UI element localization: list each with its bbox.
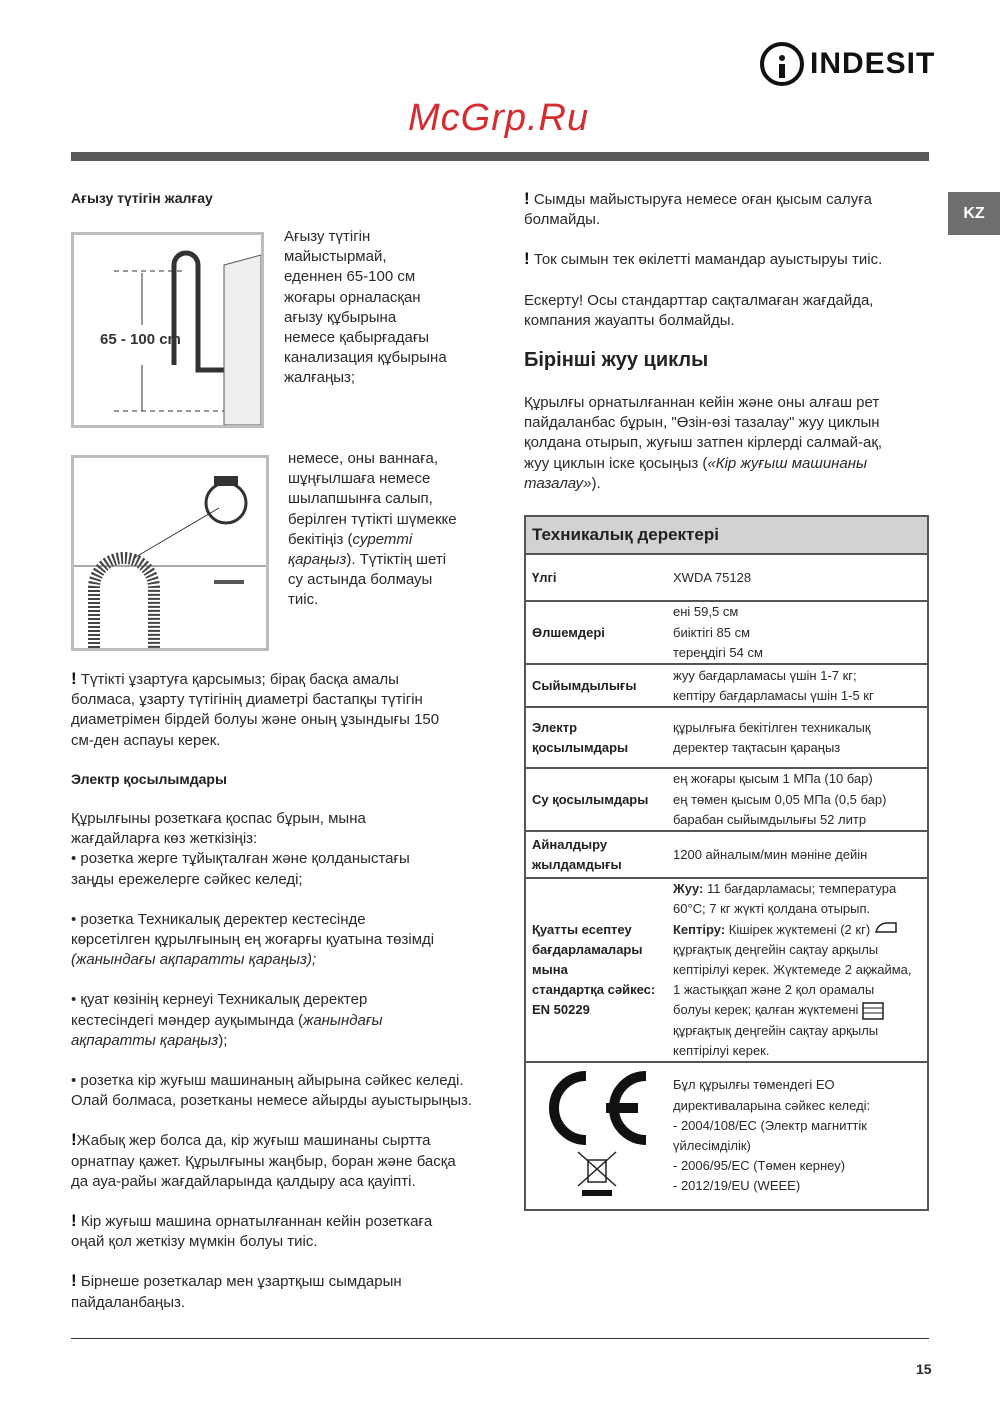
text: ); (218, 1031, 228, 1049)
text-line: жоғары орналасқан (284, 288, 421, 306)
value-line: 60°C; 7 кг жүкті қолдана отырып. (673, 901, 871, 917)
text-line: см-ден аспауы керек. (71, 731, 221, 749)
tub-instructions (288, 449, 457, 611)
value-line: кептіру бағдарламасы үшін 1-5 кг (673, 687, 874, 703)
tub-hose-figure (71, 455, 269, 651)
electrical-section (71, 809, 472, 1313)
table-title: Техникалық деректері (525, 516, 928, 554)
drain-height-figure (71, 232, 264, 428)
value-line: кептірілуі керек. (673, 1042, 770, 1058)
value-line: - 2004/108/EC (Электр магниттік (673, 1117, 867, 1133)
value-line: - 2012/19/EU (WEEE) (673, 1178, 801, 1194)
text-line: оңай қол жеткізу мүмкін болуы тиіс. (71, 1233, 318, 1251)
value-line: ең жоғары қысым 1 МПа (10 бар) (673, 771, 873, 787)
text-line: шылапшынға салып, (288, 490, 433, 508)
value-line: деректер тақтасын қараңыз (673, 739, 841, 755)
table-row (525, 601, 928, 664)
technical-data-table (524, 515, 929, 1211)
text: Бірнеше розеткалар мен ұзартқыш сымдарын (80, 1273, 402, 1291)
text-line: орнатпау қажет. Құрылғыны жаңбыр, боран және басқа (71, 1152, 456, 1170)
text-line: пайдаланбас бұрын, "Өзін-өзі тазалау" жуу циклын (524, 414, 880, 432)
warning-icon: ! (71, 669, 77, 688)
text-line: Ағызу түтігін (284, 228, 371, 245)
page-number: 15 (916, 1361, 932, 1377)
text: суретті (352, 530, 413, 548)
value-line: 1 жастыққап және 2 қол орамалы (673, 982, 875, 998)
value-line: жуу бағдарламасы үшін 1-7 кг; (673, 667, 857, 683)
text-line: шұңғылшаға немесе (288, 470, 431, 488)
electrical-title: Электр қосылымдары (71, 771, 227, 787)
row-label: Үлгі (525, 554, 667, 601)
bullet-line: • розетка кір жуғыш машинаның айырына сәйкес келеді. (71, 1072, 464, 1090)
label-line: Электр (532, 719, 578, 735)
value-line: ені 59,5 см (673, 604, 739, 620)
table-row (525, 831, 928, 878)
tub-hose-diagram (74, 458, 266, 648)
text-line: болмайды. (524, 211, 601, 229)
row-label: Өлшемдері (525, 601, 667, 664)
height-label: 65 - 100 cm (100, 331, 181, 348)
text: қараңыз (288, 551, 347, 569)
row-value (667, 707, 928, 768)
ce-mark-icon (542, 1068, 652, 1198)
table-row-ce (525, 1062, 928, 1210)
table-row-energy (525, 878, 928, 1062)
text-line: еденнен 65-100 см (284, 268, 416, 286)
text: жанындағы (303, 1011, 383, 1029)
row-label (525, 831, 667, 878)
warning-icon: ! (71, 1130, 77, 1150)
weee-bin-icon (578, 1152, 616, 1196)
ce-marks (525, 1062, 667, 1210)
indesit-logo-icon (760, 42, 804, 86)
text-line: көрсетілген құрылғының ең жоғарғы қуатына төзімді (71, 931, 435, 949)
drain-hose-title: Ағызу түтігін жалғау (71, 190, 213, 206)
label-line: бағдарламалары (532, 941, 643, 957)
row-label (525, 707, 667, 768)
text-line: жалғаңыз; (284, 369, 356, 387)
text-line: немесе, оны ваннаға, (288, 450, 439, 467)
row-value (667, 601, 928, 664)
cupboard-dry-icon (862, 1002, 884, 1020)
warning-icon: ! (71, 1211, 77, 1231)
iron-dry-icon (874, 920, 898, 934)
text: ). (591, 474, 601, 492)
text-line: майыстырмай, (284, 248, 387, 266)
value-line: директиваларына сәйкес келеді: (673, 1097, 871, 1113)
text: Сымды майыстыруға немесе оған қысым салуға (533, 191, 873, 208)
label-line: EN 50229 (532, 1002, 590, 1018)
text-line: диаметрімен бірдей болуы және оның ұзындығы 150 (71, 711, 440, 729)
text: ақпаратты қараңыз (71, 1031, 219, 1049)
first-cycle-title: Бірінші жуу циклы (524, 349, 709, 371)
text-line: пайдаланбаңыз. (71, 1293, 186, 1311)
text: Түтіктің шеті (355, 551, 447, 569)
bullet-line: • розетка Техникалық деректер кестесінде (71, 910, 366, 928)
value-line: құрылғыға бекітілген техникалық (673, 719, 871, 735)
text: кестесіндегі мәндер ауқымында ( (71, 1011, 303, 1029)
right-warnings (524, 190, 882, 331)
text-line: берілген түтікті шүмекке (288, 510, 457, 528)
value-line: ең төмен қысым 0,05 МПа (0,5 бар) (673, 791, 887, 807)
watermark: McGrp.Ru (408, 97, 590, 139)
text-line: компания жауапты болмайды. (524, 311, 735, 329)
text-line: жағдайларға көз жеткізіңіз: (71, 830, 258, 848)
row-value: XWDA 75128 (667, 554, 928, 601)
row-value (667, 878, 928, 1062)
value-line: құрғақтық деңгейін сақтау арқылы (673, 941, 879, 957)
warning-icon: ! (524, 189, 530, 208)
text: Түтікті ұзартуға қарсымыз; бірақ басқа амалы (80, 671, 399, 688)
value-line: - 2006/95/EC (Төмен кернеу) (673, 1158, 846, 1174)
label: Кептіру: (673, 921, 726, 937)
text-line: немесе қабырғадағы (284, 329, 430, 347)
text-line: қолдана отырып, жуғыш затпен кірлерді салмай-ақ, (524, 434, 883, 452)
text-line: Құрылғыны розеткаға қоспас бұрын, мына (71, 810, 366, 827)
label: Жуу: (673, 881, 704, 897)
hose-extension-warning (71, 670, 439, 751)
label-line: қосылымдары (532, 739, 629, 755)
warning-icon: ! (71, 1271, 77, 1291)
text: тазалау» (524, 474, 592, 492)
row-value (667, 664, 928, 707)
row-label: Су қосылымдары (525, 768, 667, 831)
table-row (525, 707, 928, 768)
ce-text (667, 1062, 928, 1210)
row-label: Сыйымдылығы (525, 664, 667, 707)
text: (жанындағы ақпаратты қараңыз); (71, 951, 317, 969)
label-line: Қуатты есептеу (532, 921, 632, 937)
value-line: үйлесімділік) (673, 1138, 751, 1154)
label-line: стандартқа сәйкес: (532, 982, 656, 998)
text-line: су астында болмауы (288, 571, 433, 589)
text: жуу циклын іске қосыңыз ( (524, 454, 708, 472)
text: Кішірек жүктемені (2 кг) (725, 921, 871, 937)
table-row (525, 664, 928, 707)
text: «Кір жуғыш машинаны (707, 454, 868, 472)
footer-divider (71, 1338, 929, 1339)
text-line: Олай болмаса, розетканы немесе айырды ауыстырыңыз. (71, 1092, 473, 1110)
row-value (667, 768, 928, 831)
bullet-line: • розетка жерге тұйықталған және қолданыстағы (71, 850, 410, 868)
text: 11 бағдарламасы; температура (703, 881, 897, 897)
drain-instructions (284, 227, 447, 389)
bullet-line: • қуат көзінің кернеуі Техникалық деректер (71, 991, 368, 1009)
text-line: канализация құбырына (284, 349, 447, 367)
text: Кір жуғыш машина орнатылғаннан кейін розеткаға (80, 1213, 433, 1231)
text-line: тиіс. (288, 591, 319, 609)
label-line: жылдамдығы (532, 856, 622, 872)
text-line: ағызу құбырына (284, 308, 397, 326)
first-cycle-text (524, 393, 882, 494)
header-divider (71, 152, 929, 161)
text: Жабық жер болса да, кір жуғыш машинаны сыртта (76, 1132, 431, 1150)
brand-logo (760, 42, 935, 86)
value-line: кептірілуі керек. Жүктемеде 2 ақжайма, (673, 962, 912, 978)
text-line: заңды ережелерге сәйкес келеді; (71, 870, 303, 888)
row-label (525, 878, 667, 1062)
text-line: да ауа-райы жағдайларында қалдыру аса қауіпті. (71, 1172, 416, 1190)
text-line: болмаса, ұзарту түтігінің диаметрі бастапқы түтігін (71, 691, 423, 709)
text-line: Ескерту! Осы стандарттар сақталмаған жағдайда, (524, 291, 874, 309)
row-value: 1200 айналым/мин мәніне дейін (667, 831, 928, 878)
table-row (525, 554, 928, 601)
warning-icon: ! (524, 249, 530, 269)
label-line: мына (532, 962, 568, 978)
label-line: Айналдыру (532, 836, 608, 852)
drain-hose-diagram (74, 235, 261, 425)
text-line: Құрылғы орнатылғаннан кейін және оны алғаш рет (524, 394, 880, 411)
value-line: Бұл құрылғы төмендегі ЕО (673, 1077, 835, 1093)
text: ). (346, 551, 356, 569)
language-tab: KZ (948, 192, 1000, 235)
value-line: биіктігі 85 см (673, 624, 751, 640)
value-line: барабан сыйымдылығы 52 литр (673, 811, 867, 827)
value-line: құрғақтық деңгейін сақтау арқылы (673, 1022, 879, 1038)
brand-name: INDESIT (810, 47, 936, 80)
value-line: тереңдігі 54 см (673, 644, 763, 660)
table-row (525, 768, 928, 831)
text: болуы керек; қалған жүктемені (673, 1002, 859, 1018)
text: бекітіңіз ( (288, 530, 353, 548)
text: Ток сымын тек өкілетті мамандар ауыстыруы тиіс. (533, 251, 883, 269)
